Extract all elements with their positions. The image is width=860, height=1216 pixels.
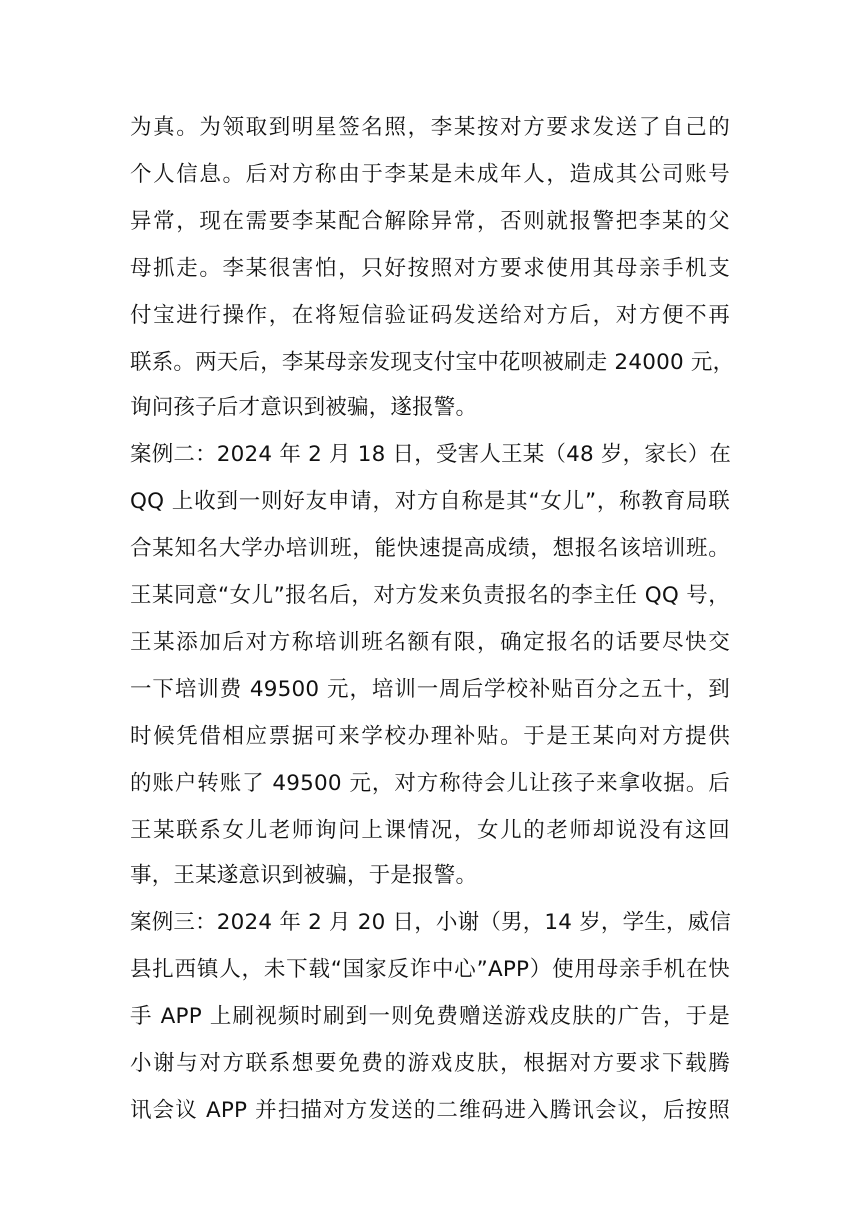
- text-line: 母抓走。李某很害怕，只好按照对方要求使用其母亲手机支: [130, 256, 730, 281]
- text-line: 异常，现在需要李某配合解除异常，否则就报警把李某的父: [130, 209, 730, 234]
- text-line: 小谢与对方联系想要免费的游戏皮肤，根据对方要求下载腾: [130, 1051, 730, 1076]
- text-line: 讯会议 APP 并扫描对方发送的二维码进入腾讯会议，后按照: [130, 1098, 730, 1123]
- text-line: 的账户转账了 49500 元，对方称待会儿让孩子来拿收据。后: [130, 771, 730, 796]
- text-line: 事，王某遂意识到被骗，于是报警。: [130, 863, 478, 888]
- text-line: 时候凭借相应票据可来学校办理补贴。于是王某向对方提供: [130, 724, 730, 749]
- text-line: 案例三：2024 年 2 月 20 日，小谢（男，14 岁，学生，威信: [130, 910, 732, 935]
- text-line: 询问孩子后才意识到被骗，遂报警。: [130, 395, 478, 420]
- text-line: 县扎西镇人，未下载“国家反诈中心”APP）使用母亲手机在快: [130, 957, 730, 982]
- text-line: 一下培训费 49500 元，培训一周后学校补贴百分之五十，到: [130, 677, 730, 702]
- text-line: 王某同意“女儿”报名后，对方发来负责报名的李主任 QQ 号，: [130, 583, 730, 608]
- text-line: 合某知名大学办培训班，能快速提高成绩，想报名该培训班。: [130, 536, 730, 561]
- text-line: 为真。为领取到明星签名照，李某按对方要求发送了自己的: [130, 115, 730, 140]
- text-line: 王某添加后对方称培训班名额有限，确定报名的话要尽快交: [130, 630, 730, 655]
- text-line: 联系。两天后，李某母亲发现支付宝中花呗被刷走 24000 元，: [130, 350, 735, 375]
- text-line: 手 APP 上刷视频时刷到一则免费赠送游戏皮肤的广告，于是: [130, 1004, 730, 1029]
- text-line: 个人信息。后对方称由于李某是未成年人，造成其公司账号: [130, 162, 730, 187]
- text-line: QQ 上收到一则好友申请，对方自称是其“女儿”，称教育局联: [130, 489, 730, 514]
- text-line: 付宝进行操作，在将短信验证码发送给对方后，对方便不再: [130, 303, 730, 328]
- text-line: 案例二：2024 年 2 月 18 日，受害人王某（48 岁，家长）在: [130, 442, 732, 467]
- text-line: 王某联系女儿老师询问上课情况，女儿的老师却说没有这回: [130, 818, 730, 843]
